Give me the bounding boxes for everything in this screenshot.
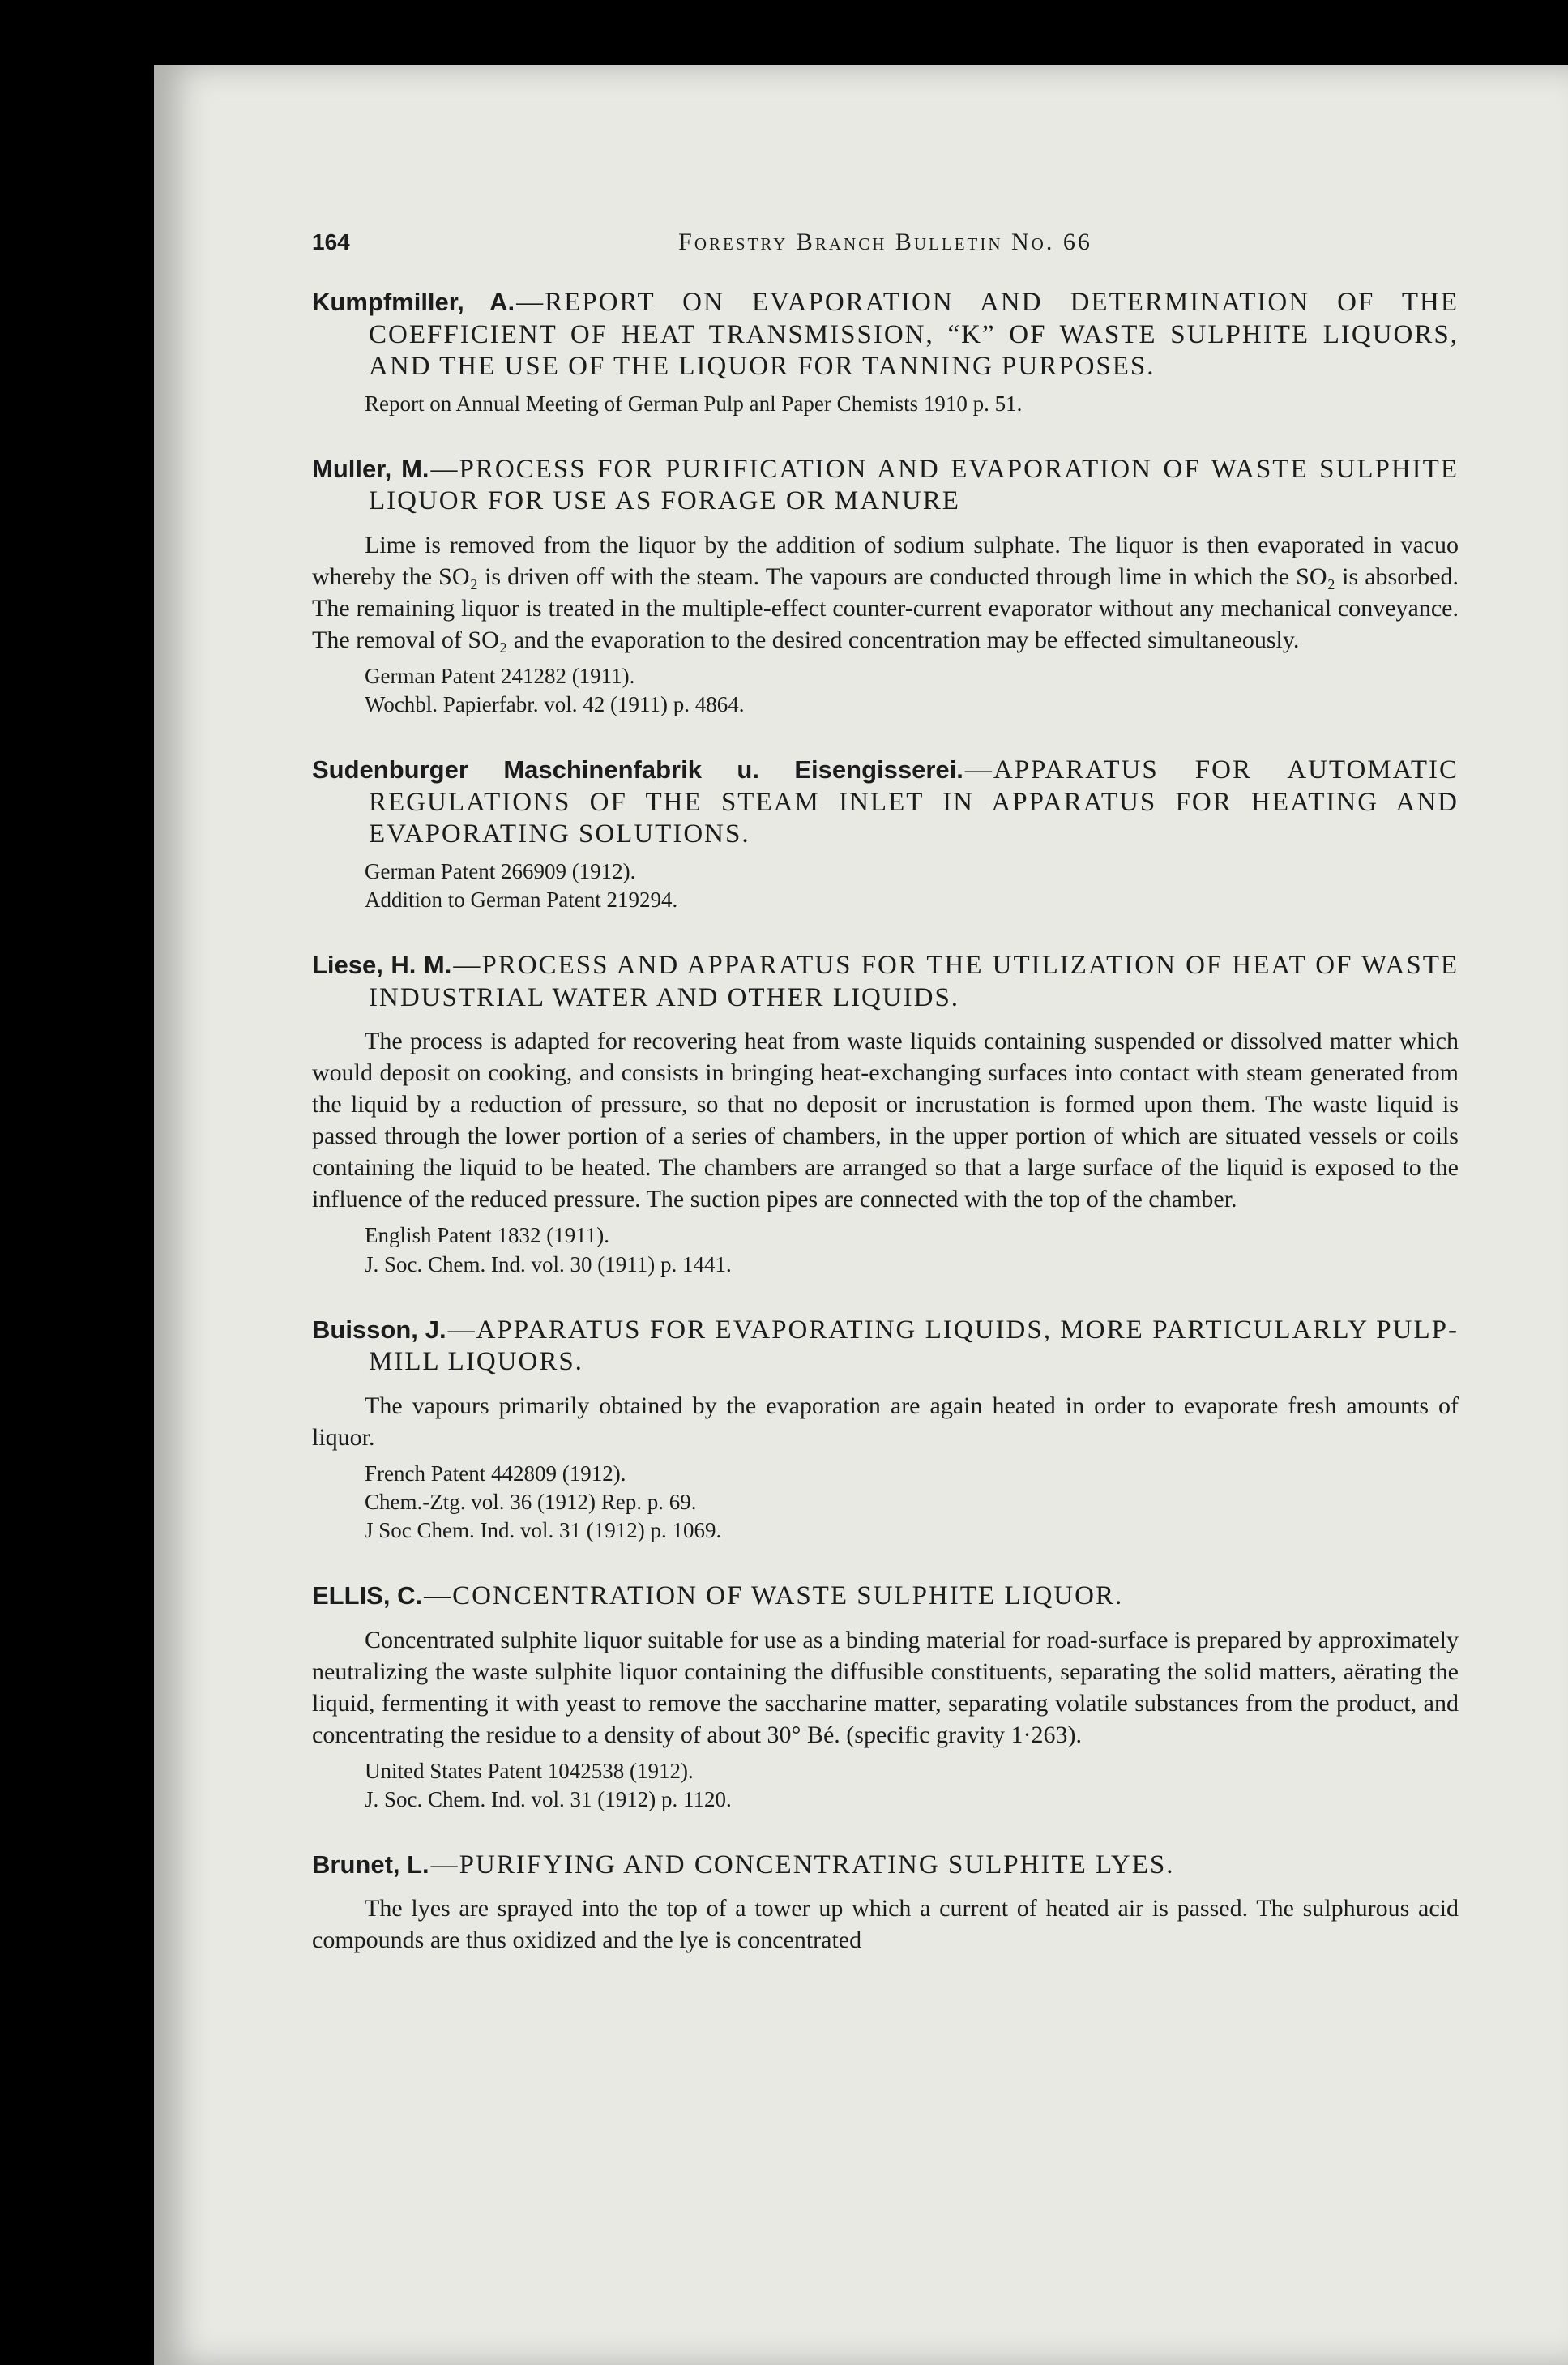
entry-title: PURIFYING AND CONCENTRATING SULPHITE LYES.	[459, 1850, 1175, 1880]
entry-title: PROCESS AND APPARATUS FOR THE UTILIZATION OF HEAT OF WASTE INDUSTRIAL WATER AND OTHER LIQUIDS.	[369, 951, 1459, 1012]
entry-author: Brunet, L.	[312, 1850, 429, 1879]
bibliography-entry	[312, 454, 1459, 719]
entry-references	[312, 1221, 1459, 1278]
entry-references	[312, 1460, 1459, 1545]
entry-title: PROCESS FOR PURIFICATION AND EVAPORATION OF WASTE SULPHITE LIQUOR FOR USE AS FORAGE OR MANURE	[369, 454, 1459, 516]
reference-line: J. Soc. Chem. Ind. vol. 31 (1912) p. 1120.	[365, 1786, 732, 1811]
bibliography-entry	[312, 1315, 1459, 1545]
entry-title: REPORT ON EVAPORATION AND DETERMINATION OF THE COEFFICIENT OF HEAT TRANSMISSION, “K” OF WASTE SULPHITE LIQUORS, AND THE USE OF THE LIQUOR FOR TANNING PURPOSES.	[369, 288, 1459, 382]
entry-heading: Buisson, J.—APPARATUS FOR EVAPORATING LIQUIDS, MORE PARTICULARLY PULP-MILL LIQUORS.	[312, 1315, 1459, 1377]
bibliography-entry	[312, 950, 1459, 1278]
entry-abstract: The lyes are sprayed into the top of a tower up which a current of heated air is passed. The sulphurous acid compounds are thus oxidized and the lye is concentrated	[312, 1895, 1459, 1954]
entry-abstract: Concentrated sulphite liquor suitable for use as a binding material for road-surface is prepared by approximately neutralizing the waste sulphite liquor containing the diffusible constituents, separating the solid matters, aërating the liquid, fermenting it with yeast to remove the saccharine matter, separating volatile substances from the product, and concentrating the residue to a density of about 30° Bé. (specific gravity 1·263).	[312, 1626, 1459, 1748]
reference-line: Addition to German Patent 219294.	[365, 887, 678, 913]
entry-abstract: The vapours primarily obtained by the evaporation are again heated in order to evaporate fresh amounts of liquor.	[312, 1392, 1459, 1451]
reference-line: Chem.-Ztg. vol. 36 (1912) Rep. p. 69.	[365, 1489, 697, 1514]
entry-abstract: The process is adapted for recovering heat from waste liquids containing suspended or dissolved matter which would deposit on cooking, and consists in bringing heat-exchanging surfaces into contact with steam generated from the liquid by a reduction of pressure, so that no deposit or incrustation is formed upon them. The waste liquid is passed through the lower portion of a series of chambers, in the upper portion of which are situated vessels or coils containing the liquid to be heated. The chambers are arranged so that a large surface of the liquid is exposed to the influence of the reduced pressure. The suction pipes are connected with the top of the chamber.	[312, 1028, 1459, 1213]
entry-heading: Muller, M.—PROCESS FOR PURIFICATION AND EVAPORATION OF WASTE SULPHITE LIQUOR FOR USE AS FORAGE OR MANURE	[312, 454, 1459, 516]
entry-heading: Sudenburger Maschinenfabrik u. Eisengisserei.—APPARATUS FOR AUTOMATIC REGULATIONS OF THE STEAM INLET IN APPARATUS FOR HEATING AND EVAPORATING SOLUTIONS.	[312, 755, 1459, 849]
entry-title: CONCENTRATION OF WASTE SULPHITE LIQUOR.	[452, 1581, 1124, 1611]
reference-line: J Soc Chem. Ind. vol. 31 (1912) p. 1069.	[365, 1517, 722, 1542]
running-head	[312, 229, 1459, 256]
entry-author: Kumpfmiller, A.	[312, 288, 515, 316]
entry-references	[312, 1757, 1459, 1814]
page-content	[312, 229, 1459, 1991]
reference-line: German Patent 241282 (1911).	[365, 664, 635, 689]
entry-heading: Liese, H. M.—PROCESS AND APPARATUS FOR THE UTILIZATION OF HEAT OF WASTE INDUSTRIAL WATER AND OTHER LIQUIDS.	[312, 951, 1459, 1012]
page-number: 164	[312, 229, 350, 254]
reference-line: Wochbl. Papierfabr. vol. 42 (1911) p. 4864.	[365, 692, 745, 717]
reference-line: English Patent 1832 (1911).	[365, 1223, 609, 1248]
bibliography-entry	[312, 287, 1459, 418]
entry-author: Liese, H. M.	[312, 951, 452, 980]
entry-references	[312, 857, 1459, 914]
bibliography-entry	[312, 755, 1459, 914]
entry-heading: Brunet, L.—PURIFYING AND CONCENTRATING SULPHITE LYES.	[312, 1850, 1175, 1880]
entry-author: Muller, M.	[312, 454, 429, 483]
entry-heading: Kumpfmiller, A.—REPORT ON EVAPORATION AND DETERMINATION OF THE COEFFICIENT OF HEAT TRANSMISSION, “K” OF WASTE SULPHITE LIQUORS, AND THE USE OF THE LIQUOR FOR TANNING PURPOSES.	[312, 288, 1459, 382]
bibliography-entry	[312, 1850, 1459, 1957]
entry-references	[312, 662, 1459, 719]
entry-heading: ELLIS, C.—CONCENTRATION OF WASTE SULPHITE LIQUOR.	[312, 1581, 1124, 1611]
entry-abstract: Lime is removed from the liquor by the addition of sodium sulphate. The liquor is then evaporated in vacuo whereby the SO₂ is driven off with the steam. The vapours are conducted through lime in which the SO₂ is absorbed. The remaining liquor is treated in the multiple-effect counter-current evaporator without any mechanical conveyance. The removal of SO₂ and the evaporation to the desired concentration may be effected simultaneously.	[312, 532, 1459, 654]
running-title: Forestry Branch Bulletin No. 66	[678, 229, 1092, 255]
bibliography-entry	[312, 1580, 1459, 1814]
reference-line: United States Patent 1042538 (1912).	[365, 1758, 694, 1783]
entry-author: Sudenburger Maschinenfabrik u. Eisengisserei.	[312, 755, 963, 785]
entry-title: APPARATUS FOR AUTOMATIC REGULATIONS OF THE STEAM INLET IN APPARATUS FOR HEATING AND EVAPORATING SOLUTIONS.	[369, 755, 1459, 849]
reference-line: J. Soc. Chem. Ind. vol. 30 (1911) p. 1441.	[365, 1251, 732, 1277]
entry-references	[312, 390, 1459, 418]
entry-author: Buisson, J.	[312, 1315, 446, 1344]
reference-line: French Patent 442809 (1912).	[365, 1460, 626, 1486]
reference-line: Report on Annual Meeting of German Pulp anl Paper Chemists 1910 p. 51.	[365, 391, 1023, 416]
entry-title: APPARATUS FOR EVAPORATING LIQUIDS, MORE PARTICULARLY PULP-MILL LIQUORS.	[369, 1315, 1459, 1377]
entry-author: ELLIS, C.	[312, 1581, 423, 1610]
reference-line: German Patent 266909 (1912).	[365, 859, 636, 884]
